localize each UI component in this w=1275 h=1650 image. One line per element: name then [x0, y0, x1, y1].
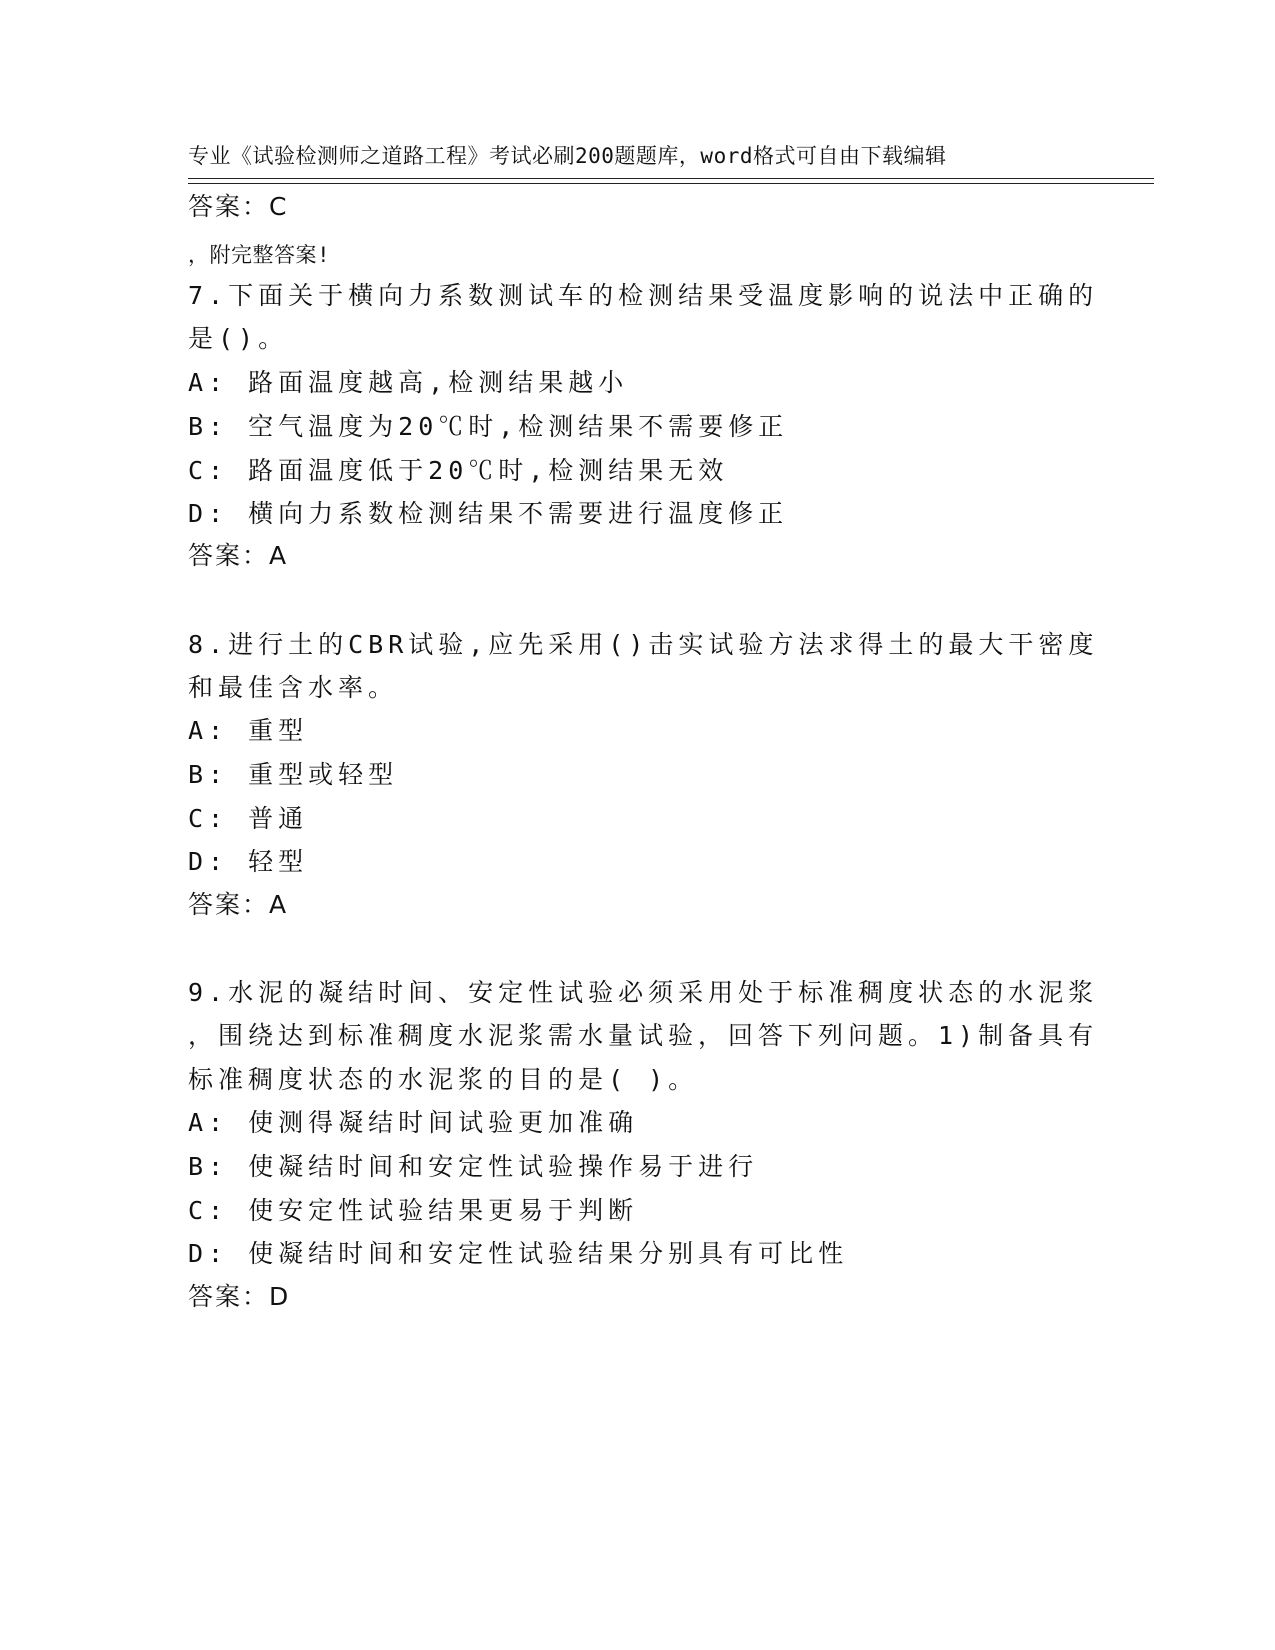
- question-9-stem-line-1: 9.水泥的凝结时间、安定性试验必须采用处于标准稠度状态的水泥浆: [188, 978, 1099, 1007]
- question-8-option-c: C: 普通: [188, 804, 309, 833]
- question-8-stem-line-1: 8.进行土的CBR试验,应先采用()击实试验方法求得土的最大干密度: [188, 630, 1099, 659]
- question-9-option-c: C: 使安定性试验结果更易于判断: [188, 1196, 639, 1225]
- question-9-option-a: A: 使测得凝结时间试验更加准确: [188, 1108, 639, 1137]
- question-9-answer: 答案：D: [188, 1282, 291, 1311]
- question-7-answer: 答案：A: [188, 541, 289, 570]
- question-7-option-d: D: 横向力系数检测结果不需要进行温度修正: [188, 499, 789, 528]
- question-7-option-c: C: 路面温度低于20℃时,检测结果无效: [188, 456, 729, 485]
- question-7-stem-line-2: 是()。: [188, 324, 289, 353]
- question-7-option-b: B: 空气温度为20℃时,检测结果不需要修正: [188, 412, 789, 441]
- question-8-option-d: D: 轻型: [188, 847, 309, 876]
- question-9-option-b: B: 使凝结时间和安定性试验操作易于进行: [188, 1152, 759, 1181]
- question-9-option-d: D: 使凝结时间和安定性试验结果分别具有可比性: [188, 1239, 849, 1268]
- header-line-2: ，附完整答案!: [188, 243, 331, 267]
- question-7-option-a: A: 路面温度越高,检测结果越小: [188, 368, 629, 397]
- question-8-option-a: A: 重型: [188, 716, 309, 745]
- header-divider-bottom: [188, 183, 1154, 184]
- previous-answer: 答案：C: [188, 192, 289, 221]
- header-divider-top: [188, 178, 1154, 179]
- question-9-stem-line-2: ，围绕达到标准稠度水泥浆需水量试验，回答下列问题。1)制备具有: [188, 1021, 1099, 1050]
- question-8-stem-line-2: 和最佳含水率。: [188, 673, 399, 702]
- question-8-answer: 答案：A: [188, 890, 289, 919]
- question-9-stem-line-3: 标准稠度状态的水泥浆的目的是( )。: [188, 1065, 699, 1094]
- header-line-1: 专业《试验检测师之道路工程》考试必刷200题题库，word格式可自由下载编辑: [188, 144, 947, 168]
- question-7-stem-line-1: 7.下面关于横向力系数测试车的检测结果受温度影响的说法中正确的: [188, 281, 1099, 310]
- question-8-option-b: B: 重型或轻型: [188, 760, 399, 789]
